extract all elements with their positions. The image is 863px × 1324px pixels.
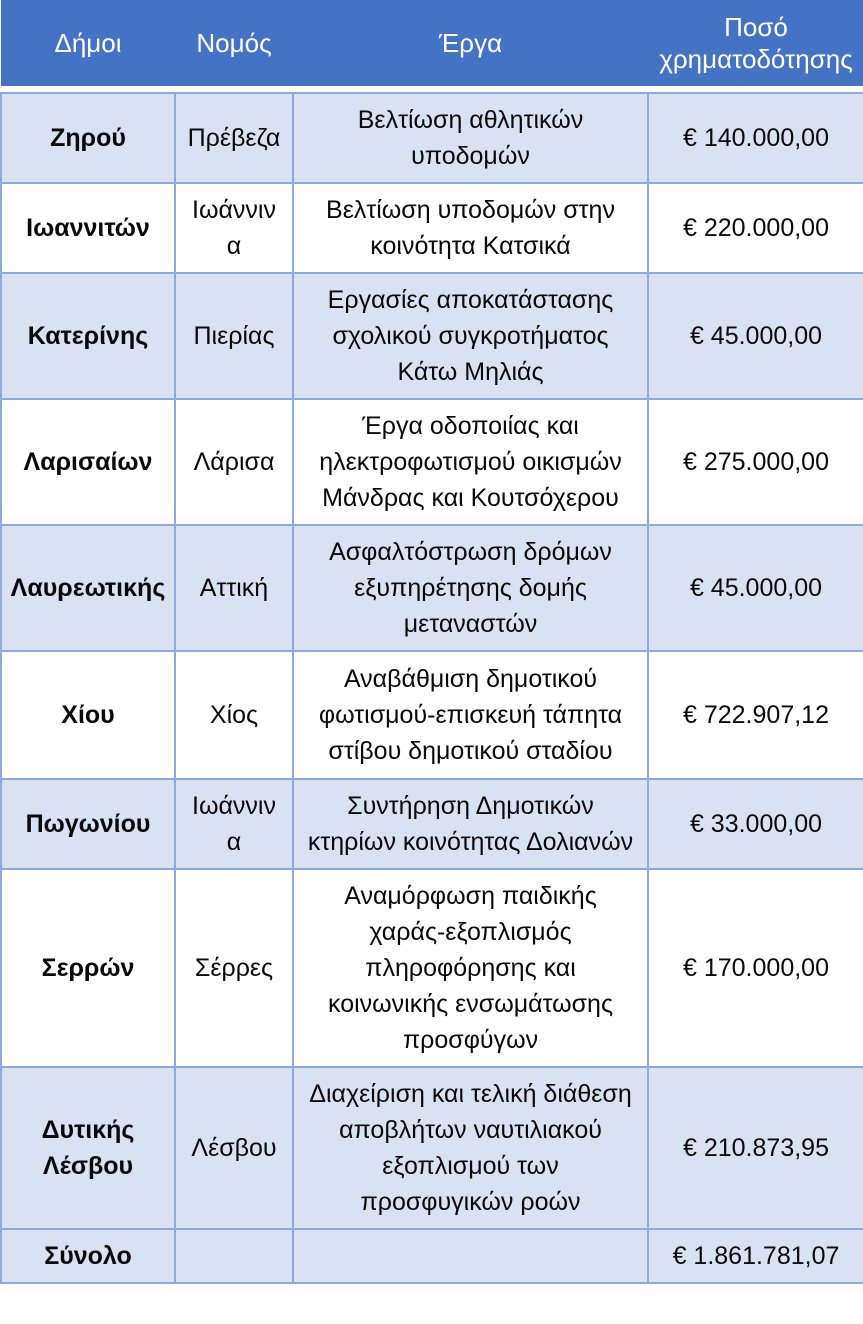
amount-cell: € 33.000,00 — [648, 779, 863, 869]
table-row — [1, 779, 863, 869]
table-row — [1, 183, 863, 273]
amount-cell: € 220.000,00 — [648, 183, 863, 273]
prefecture-cell: Λέσβου — [175, 1067, 293, 1229]
total-label-cell: Σύνολο — [1, 1229, 175, 1283]
prefecture-cell: Σέρρες — [175, 869, 293, 1067]
column-header-municipalities: Δήμοι — [1, 0, 175, 86]
table-row — [1, 399, 863, 525]
prefecture-cell: Χίος — [175, 651, 293, 779]
municipality-cell: Πωγωνίου — [1, 779, 175, 869]
municipality-cell: Σερρών — [1, 869, 175, 1067]
project-cell: Αναβάθμιση δημοτικού φωτισμού-επισκευή τάπητα στίβου δημοτικού σταδίου — [293, 651, 648, 779]
project-cell: Εργασίες αποκατάστασης σχολικού συγκροτήματος Κάτω Μηλιάς — [293, 273, 648, 399]
amount-cell: € 140.000,00 — [648, 93, 863, 183]
table-row — [1, 273, 863, 399]
table-row — [1, 525, 863, 651]
project-cell: Ασφαλτόστρωση δρόμων εξυπηρέτησης δομής μεταναστών — [293, 525, 648, 651]
project-cell: Βελτίωση υποδομών στην κοινότητα Κατσικά — [293, 183, 648, 273]
amount-cell: € 45.000,00 — [648, 273, 863, 399]
municipality-cell: Δυτικής Λέσβου — [1, 1067, 175, 1229]
total-project-cell — [293, 1229, 648, 1283]
table-row — [1, 1067, 863, 1229]
project-cell: Αναμόρφωση παιδικής χαράς-εξοπλισμός πληροφόρησης και κοινωνικής ενσωμάτωσης προσφύγων — [293, 869, 648, 1067]
prefecture-cell: Ιωάννινα — [175, 779, 293, 869]
project-cell: Βελτίωση αθλητικών υποδομών — [293, 93, 648, 183]
gap-cell — [1, 86, 863, 93]
municipality-cell: Ιωαννιτών — [1, 183, 175, 273]
header-row — [1, 0, 863, 86]
amount-cell: € 170.000,00 — [648, 869, 863, 1067]
project-cell: Έργα οδοποιίας και ηλεκτροφωτισμού οικισμών Μάνδρας και Κουτσόχερου — [293, 399, 648, 525]
prefecture-cell: Πιερίας — [175, 273, 293, 399]
table-row — [1, 869, 863, 1067]
amount-cell: € 210.873,95 — [648, 1067, 863, 1229]
project-cell: Συντήρηση Δημοτικών κτηρίων κοινότητας Δολιανών — [293, 779, 648, 869]
amount-cell: € 45.000,00 — [648, 525, 863, 651]
header-body-gap — [1, 86, 863, 93]
total-prefecture-cell — [175, 1229, 293, 1283]
column-header-projects: Έργα — [293, 0, 648, 86]
municipality-cell: Λαυρεωτικής — [1, 525, 175, 651]
amount-cell: € 722.907,12 — [648, 651, 863, 779]
table-row — [1, 93, 863, 183]
prefecture-cell: Λάρισα — [175, 399, 293, 525]
column-header-prefecture: Νομός — [175, 0, 293, 86]
project-cell: Διαχείριση και τελική διάθεση αποβλήτων ναυτιλιακού εξοπλισμού των προσφυγικών ροών — [293, 1067, 648, 1229]
municipality-cell: Λαρισαίων — [1, 399, 175, 525]
total-row — [1, 1229, 863, 1283]
table-row — [1, 651, 863, 779]
municipality-cell: Κατερίνης — [1, 273, 175, 399]
prefecture-cell: Ιωάννινα — [175, 183, 293, 273]
amount-cell: € 275.000,00 — [648, 399, 863, 525]
municipality-cell: Ζηρού — [1, 93, 175, 183]
municipality-cell: Χίου — [1, 651, 175, 779]
prefecture-cell: Αττική — [175, 525, 293, 651]
total-amount-cell: € 1.861.781,07 — [648, 1229, 863, 1283]
prefecture-cell: Πρέβεζα — [175, 93, 293, 183]
column-header-funding-amount: Ποσό χρηματοδότησης — [648, 0, 863, 86]
table-body — [1, 86, 863, 1283]
